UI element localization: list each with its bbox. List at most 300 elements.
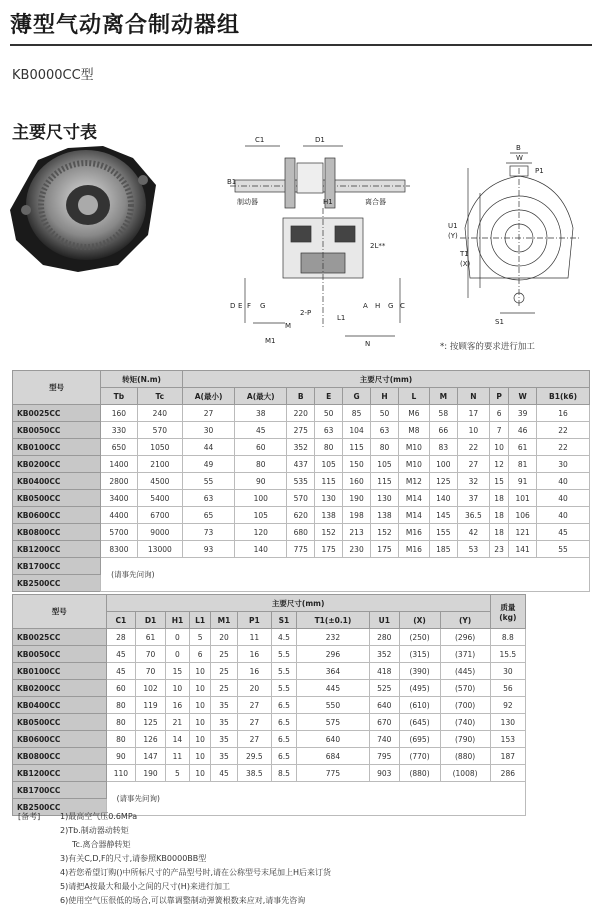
table-cell: 105 xyxy=(315,456,343,473)
table-cell: 175 xyxy=(371,541,399,558)
table-cell: 63 xyxy=(182,490,234,507)
table-cell: 35 xyxy=(211,748,237,765)
table-cell: 620 xyxy=(287,507,315,524)
table-cell: 80 xyxy=(371,439,399,456)
table-cell: 27 xyxy=(237,714,271,731)
table-cell: 型号 xyxy=(13,595,107,629)
table-cell: 110 xyxy=(106,765,136,782)
cross-section-diagram xyxy=(225,128,415,348)
table-cell: 10 xyxy=(489,439,508,456)
mass-label: 质量 xyxy=(500,602,516,612)
table-cell: 150 xyxy=(343,456,371,473)
table-cell: 4500 xyxy=(137,473,182,490)
label-g: G xyxy=(260,302,266,310)
table-cell: 35 xyxy=(211,697,237,714)
table-cell: 25 xyxy=(211,680,237,697)
table-cell: 22 xyxy=(457,439,489,456)
table-cell: 5.5 xyxy=(271,663,296,680)
table-cell: M16 xyxy=(398,524,429,541)
table-cell: 160 xyxy=(101,405,138,422)
table-cell: 152 xyxy=(315,524,343,541)
table-cell: 121 xyxy=(509,524,537,541)
table-cell: 44 xyxy=(182,439,234,456)
table-cell: 570 xyxy=(287,490,315,507)
label-a: A xyxy=(363,302,368,310)
table-cell: 10 xyxy=(190,731,211,748)
table-cell: 23 xyxy=(489,541,508,558)
table-cell: KB1700CC xyxy=(13,558,101,575)
note-item: 3)有关C,D,F的尺寸,请参照KB0000BB型 xyxy=(60,854,207,863)
table-row xyxy=(13,507,590,524)
table-cell: M10 xyxy=(398,439,429,456)
table-cell: KB0025CC xyxy=(13,629,107,646)
table-cell: (250) xyxy=(399,629,440,646)
notes-label: [备考] xyxy=(18,812,41,821)
label-c: C xyxy=(400,302,405,310)
table-cell: 56 xyxy=(490,680,525,697)
table-cell: 主要尺寸(mm) xyxy=(182,371,589,388)
table-cell: 106 xyxy=(509,507,537,524)
table-cell: KB0500CC xyxy=(13,714,107,731)
note-item: 2)Tb.制动器动转矩 xyxy=(60,826,129,835)
table-cell: 10 xyxy=(165,680,189,697)
table-cell: 60 xyxy=(106,680,136,697)
table-cell: KB2500CC xyxy=(13,799,107,816)
table-header-row xyxy=(13,371,590,388)
table-cell: 16 xyxy=(165,697,189,714)
table-cell: 6.5 xyxy=(271,714,296,731)
table-cell: B xyxy=(287,388,315,405)
table-cell: 147 xyxy=(136,748,166,765)
table-cell: 640 xyxy=(369,697,399,714)
table-row xyxy=(13,439,590,456)
table-cell: KB0600CC xyxy=(13,731,107,748)
table-cell: 18 xyxy=(489,490,508,507)
table-cell: KB0400CC xyxy=(13,697,107,714)
table-cell: M12 xyxy=(398,473,429,490)
table-cell: 91 xyxy=(509,473,537,490)
table-cell: 29.5 xyxy=(237,748,271,765)
table-cell: 30 xyxy=(537,456,590,473)
table-cell: 100 xyxy=(235,490,287,507)
table-cell: 60 xyxy=(235,439,287,456)
table-cell: 125 xyxy=(136,714,166,731)
table-cell: KB0800CC xyxy=(13,748,107,765)
label-n: N xyxy=(365,340,371,348)
table-cell: 49 xyxy=(182,456,234,473)
table-cell: 10 xyxy=(190,714,211,731)
table-cell: 45 xyxy=(106,663,136,680)
table-cell: 275 xyxy=(287,422,315,439)
table-cell: 5.5 xyxy=(271,646,296,663)
table-cell: 5700 xyxy=(101,524,138,541)
table-cell: C1 xyxy=(106,612,136,629)
table-cell: 35 xyxy=(211,714,237,731)
table-cell: 5 xyxy=(190,629,211,646)
table-row xyxy=(13,524,590,541)
table-cell: 63 xyxy=(315,422,343,439)
table-cell: 119 xyxy=(136,697,166,714)
table-cell: 93 xyxy=(182,541,234,558)
table-cell: 32 xyxy=(457,473,489,490)
table-cell: 126 xyxy=(136,731,166,748)
table-cell: 6.5 xyxy=(271,731,296,748)
note-item: Tc.离合器静转矩 xyxy=(72,840,131,849)
table-cell: 80 xyxy=(106,714,136,731)
table-cell: 364 xyxy=(296,663,369,680)
dimension-table-1 xyxy=(12,370,590,592)
front-view-diagram xyxy=(440,128,590,328)
table-cell: (695) xyxy=(399,731,440,748)
table-cell: 65 xyxy=(182,507,234,524)
table-row xyxy=(13,490,590,507)
section-title: 主要尺寸表 xyxy=(12,123,97,143)
table-cell: 38 xyxy=(235,405,287,422)
table-cell: KB0400CC xyxy=(13,473,101,490)
table-cell: 30 xyxy=(182,422,234,439)
table-cell: 20 xyxy=(237,680,271,697)
table-cell: 50 xyxy=(371,405,399,422)
table-cell: 190 xyxy=(136,765,166,782)
table-cell: (445) xyxy=(440,663,490,680)
table-header-row xyxy=(13,595,526,612)
table-cell: 100 xyxy=(429,456,457,473)
label-l1: L1 xyxy=(337,314,346,322)
table-cell: 45 xyxy=(235,422,287,439)
table-cell: 70 xyxy=(136,663,166,680)
table-cell: 10 xyxy=(190,748,211,765)
table-cell: M xyxy=(429,388,457,405)
table-cell: 35 xyxy=(211,731,237,748)
table-cell: (Y) xyxy=(440,612,490,629)
label-w: W xyxy=(516,154,523,162)
table-cell: 16 xyxy=(237,646,271,663)
table-cell: 53 xyxy=(457,541,489,558)
table-cell: 525 xyxy=(369,680,399,697)
table-cell: 40 xyxy=(537,473,590,490)
table-cell: 55 xyxy=(182,473,234,490)
table-cell: (740) xyxy=(440,714,490,731)
table-cell: 42 xyxy=(457,524,489,541)
table-cell: 4.5 xyxy=(271,629,296,646)
table-cell: 175 xyxy=(315,541,343,558)
table-cell: T1(±0.1) xyxy=(296,612,369,629)
table-row xyxy=(13,663,526,680)
table-cell: (790) xyxy=(440,731,490,748)
table-cell: M14 xyxy=(398,490,429,507)
table-cell: 85 xyxy=(343,405,371,422)
table-row xyxy=(13,629,526,646)
table-cell: 0 xyxy=(165,646,189,663)
table-cell: 330 xyxy=(101,422,138,439)
table-cell: 140 xyxy=(235,541,287,558)
table-cell: 20 xyxy=(211,629,237,646)
table-cell: 90 xyxy=(106,748,136,765)
table-cell: 13000 xyxy=(137,541,182,558)
label-s1: S1 xyxy=(495,318,504,326)
table-cell: 45 xyxy=(211,765,237,782)
table-cell: L xyxy=(398,388,429,405)
notes-section xyxy=(18,810,331,908)
table-cell: 主要尺寸(mm) xyxy=(106,595,490,612)
table-cell: (770) xyxy=(399,748,440,765)
label-x: (X) xyxy=(460,260,471,268)
table-cell: 22 xyxy=(537,422,590,439)
table-cell: 70 xyxy=(136,646,166,663)
table-cell: 14 xyxy=(165,731,189,748)
table-cell: 3400 xyxy=(101,490,138,507)
table-cell: 10 xyxy=(190,663,211,680)
table-cell: 160 xyxy=(343,473,371,490)
label-u1: U1 xyxy=(448,222,458,230)
label-g2: G xyxy=(388,302,394,310)
table-cell: 0 xyxy=(165,629,189,646)
label-b: B xyxy=(516,144,521,152)
note-item: 5)请把A按最大和最小之间的尺寸(H)来进行加工 xyxy=(60,882,230,891)
table-cell: (880) xyxy=(399,765,440,782)
table-cell: 6 xyxy=(190,646,211,663)
label-m: M xyxy=(285,322,292,330)
table-cell: 130 xyxy=(371,490,399,507)
table-cell: 27 xyxy=(237,697,271,714)
table-cell: 10 xyxy=(190,680,211,697)
table-cell: 型号 xyxy=(13,371,101,405)
table-cell: L1 xyxy=(190,612,211,629)
label-b1: B1 xyxy=(227,178,237,186)
table-cell: 17 xyxy=(457,405,489,422)
table-cell: KB0200CC xyxy=(13,456,101,473)
table-cell: (296) xyxy=(440,629,490,646)
table-cell: KB1200CC xyxy=(13,765,107,782)
table-cell: 684 xyxy=(296,748,369,765)
table-cell: 4400 xyxy=(101,507,138,524)
table-cell: 190 xyxy=(343,490,371,507)
label-p1: P1 xyxy=(535,167,544,175)
table-cell: 90 xyxy=(235,473,287,490)
table-cell: 575 xyxy=(296,714,369,731)
table-cell: 570 xyxy=(137,422,182,439)
table-cell: 7 xyxy=(489,422,508,439)
table-cell: B1(k6) xyxy=(537,388,590,405)
table-cell: 6.5 xyxy=(271,697,296,714)
table-cell: 6.5 xyxy=(271,748,296,765)
table-cell: 10 xyxy=(457,422,489,439)
label-h1: H1 xyxy=(323,198,333,206)
table-cell: 185 xyxy=(429,541,457,558)
table-row xyxy=(13,697,526,714)
table-cell: S1 xyxy=(271,612,296,629)
table-cell: (315) xyxy=(399,646,440,663)
model-name: KB0000CC型 xyxy=(12,68,94,83)
table-cell: G xyxy=(343,388,371,405)
table-cell: 50 xyxy=(315,405,343,422)
label-e: E xyxy=(238,302,243,310)
table-cell: 8.8 xyxy=(490,629,525,646)
table-cell: 2100 xyxy=(137,456,182,473)
table-cell: 5 xyxy=(165,765,189,782)
table-cell: 141 xyxy=(509,541,537,558)
table-cell: 130 xyxy=(490,714,525,731)
table-cell: 296 xyxy=(296,646,369,663)
table-cell: 130 xyxy=(315,490,343,507)
table-cell: 550 xyxy=(296,697,369,714)
table-cell: (请事先问询) xyxy=(106,782,525,816)
table-cell: 21 xyxy=(165,714,189,731)
table-cell: 640 xyxy=(296,731,369,748)
table-cell: A(最大) xyxy=(235,388,287,405)
table-cell: 740 xyxy=(369,731,399,748)
table-cell: 680 xyxy=(287,524,315,541)
table-cell: 5.5 xyxy=(271,680,296,697)
table-cell: 104 xyxy=(343,422,371,439)
custom-note: *: 按顾客的要求进行加工 xyxy=(440,342,535,352)
title-underline xyxy=(10,44,592,46)
table-cell: 16 xyxy=(237,663,271,680)
table-cell: (X) xyxy=(399,612,440,629)
table-cell: (1008) xyxy=(440,765,490,782)
table-cell: 1050 xyxy=(137,439,182,456)
table-cell: 11 xyxy=(165,748,189,765)
table-cell: 40 xyxy=(537,490,590,507)
table-cell: H1 xyxy=(165,612,189,629)
table-cell: 6 xyxy=(489,405,508,422)
label-brake: 制动器 xyxy=(237,198,258,206)
table-cell: 152 xyxy=(371,524,399,541)
table-cell: KB0050CC xyxy=(13,422,101,439)
note-item: 6)使用空气压很低的场合,可以靠调整制动弹簧根数来应对,请事先咨询 xyxy=(60,896,306,905)
dimension-table-2 xyxy=(12,594,526,816)
table-cell: 140 xyxy=(429,490,457,507)
label-d1: D1 xyxy=(315,136,325,144)
table-cell: 8300 xyxy=(101,541,138,558)
table-row xyxy=(13,541,590,558)
table-cell: 418 xyxy=(369,663,399,680)
table-cell: 15.5 xyxy=(490,646,525,663)
table-cell: 25 xyxy=(211,663,237,680)
table-cell: 10 xyxy=(190,765,211,782)
table-cell: 213 xyxy=(343,524,371,541)
label-m1: M1 xyxy=(265,337,276,345)
table-cell: KB1700CC xyxy=(13,782,107,799)
table-row xyxy=(13,748,526,765)
table-cell: 15 xyxy=(165,663,189,680)
table-cell: (880) xyxy=(440,748,490,765)
table-cell: 903 xyxy=(369,765,399,782)
table-cell: 66 xyxy=(429,422,457,439)
table-row xyxy=(13,680,526,697)
table-cell: 转矩(N.m) xyxy=(101,371,183,388)
table-cell: 25 xyxy=(211,646,237,663)
mass-unit: (kg) xyxy=(499,612,517,622)
label-clutch: 离合器 xyxy=(365,198,386,206)
label-h: H xyxy=(375,302,381,310)
table-cell: 650 xyxy=(101,439,138,456)
table-cell: 81 xyxy=(509,456,537,473)
table-cell: 38.5 xyxy=(237,765,271,782)
table-cell: (570) xyxy=(440,680,490,697)
table-cell: M1 xyxy=(211,612,237,629)
table-cell: 115 xyxy=(315,473,343,490)
table-cell: P1 xyxy=(237,612,271,629)
table-cell: 145 xyxy=(429,507,457,524)
mass-header xyxy=(490,595,525,629)
table-cell: 437 xyxy=(287,456,315,473)
table-row xyxy=(13,405,590,422)
label-c1: C1 xyxy=(255,136,265,144)
table-cell: 80 xyxy=(235,456,287,473)
table-row xyxy=(13,422,590,439)
table-cell: W xyxy=(509,388,537,405)
table-cell: KB2500CC xyxy=(13,575,101,592)
table-cell: 18 xyxy=(489,507,508,524)
table-cell: (645) xyxy=(399,714,440,731)
table-cell: 445 xyxy=(296,680,369,697)
table-cell: 63 xyxy=(371,422,399,439)
table-cell: H xyxy=(371,388,399,405)
table-cell: 198 xyxy=(343,507,371,524)
table-row xyxy=(13,731,526,748)
table-row xyxy=(13,558,590,575)
table-cell: (610) xyxy=(399,697,440,714)
page-title: 薄型气动离合制动器组 xyxy=(10,13,241,38)
table-cell: KB1200CC xyxy=(13,541,101,558)
table-cell: 10 xyxy=(190,697,211,714)
table-cell: 39 xyxy=(509,405,537,422)
table-cell: 101 xyxy=(509,490,537,507)
table-cell: M10 xyxy=(398,456,429,473)
table-cell: 8.5 xyxy=(271,765,296,782)
table-cell: U1 xyxy=(369,612,399,629)
table-cell: 9000 xyxy=(137,524,182,541)
table-cell: M14 xyxy=(398,507,429,524)
table-cell: 61 xyxy=(509,439,537,456)
table-cell: E xyxy=(315,388,343,405)
table-cell: 92 xyxy=(490,697,525,714)
table-cell: A(最小) xyxy=(182,388,234,405)
table-cell: 115 xyxy=(371,473,399,490)
table-cell: 105 xyxy=(235,507,287,524)
table-cell: (700) xyxy=(440,697,490,714)
table-cell: 46 xyxy=(509,422,537,439)
table-cell: 352 xyxy=(287,439,315,456)
table-cell: 775 xyxy=(296,765,369,782)
label-f: F xyxy=(247,302,252,310)
table-cell: 12 xyxy=(489,456,508,473)
table-cell: M6 xyxy=(398,405,429,422)
table-cell: P xyxy=(489,388,508,405)
table-cell: 40 xyxy=(537,507,590,524)
note-item: 4)若您希望订购()中所标尺寸的产品型号时,请在公称型号末尾加上H后来订货 xyxy=(60,868,332,877)
table-cell: 120 xyxy=(235,524,287,541)
table-cell: KB0500CC xyxy=(13,490,101,507)
table-cell: 115 xyxy=(343,439,371,456)
table-cell: 670 xyxy=(369,714,399,731)
table-cell: Tc xyxy=(137,388,182,405)
table-cell: KB0025CC xyxy=(13,405,101,422)
table-row xyxy=(13,714,526,731)
table-cell: 795 xyxy=(369,748,399,765)
table-cell: 18 xyxy=(489,524,508,541)
table-cell: 28 xyxy=(106,629,136,646)
table-cell: KB0800CC xyxy=(13,524,101,541)
note-item: 1)最高空气压0.6MPa xyxy=(60,812,138,821)
table-cell: 5400 xyxy=(137,490,182,507)
table-cell: (371) xyxy=(440,646,490,663)
table-cell: 138 xyxy=(371,507,399,524)
table-cell: 187 xyxy=(490,748,525,765)
label-t1: T1 xyxy=(460,250,469,258)
table-cell: 15 xyxy=(489,473,508,490)
